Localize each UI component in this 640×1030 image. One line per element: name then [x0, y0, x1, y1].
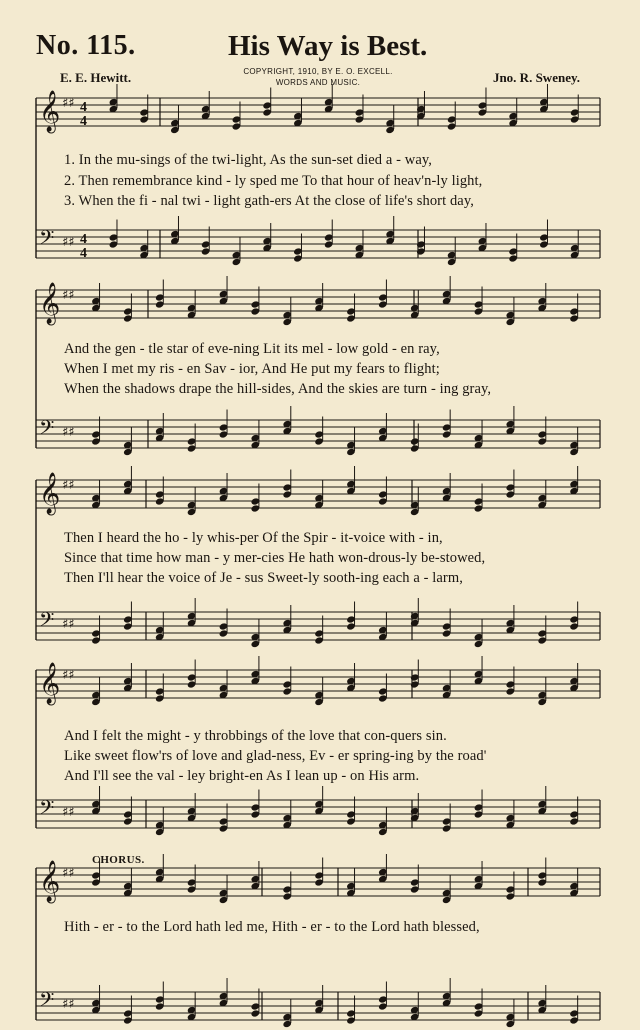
lyric-line: When the shadows drape the hill-sides, And the skies are turn - ing gray,: [64, 381, 492, 397]
lyric-line: Then I heard the ho - ly whis-per Of the Spir - it-voice with - in,: [64, 530, 443, 546]
treble-clef-icon: 𝄞: [39, 91, 61, 132]
lyric-line: 1. In the mu-sings of the twi-light, As the sun-set died a - way,: [64, 152, 433, 168]
key-signature-icon: ♯♯: [62, 96, 75, 111]
lyric-line: And the gen - tle star of eve-ning Lit its mel - low gold - en ray,: [64, 341, 440, 357]
key-signature-icon: ♯♯: [62, 617, 75, 632]
chorus-label: CHORUS.: [92, 854, 145, 866]
copyright-line: COPYRIGHT, 1910, BY E. O. EXCELL.: [243, 67, 393, 76]
hymn-title: His Way is Best.: [228, 30, 428, 62]
time-signature-icon: 4: [80, 246, 87, 261]
lyric-line: 2. Then remembrance kind - ly sped me To that hour of heav'n-ly light,: [64, 173, 483, 189]
key-signature-icon: ♯♯: [62, 997, 75, 1012]
composer-credit: Jno. R. Sweney.: [492, 70, 580, 85]
hymn-number: No. 115.: [36, 30, 136, 61]
bass-clef-icon: 𝄢: [39, 988, 55, 1016]
lyric-line: 3. When the fi - nal twi - light gath-ers At the close of life's short day,: [64, 193, 474, 209]
time-signature-icon: 4: [80, 100, 87, 115]
bass-clef-icon: 𝄢: [39, 416, 55, 444]
key-signature-icon: ♯♯: [62, 668, 75, 683]
bass-clef-icon: 𝄢: [39, 226, 55, 254]
lyric-line: Hith - er - to the Lord hath led me, Hith - er - to the Lord hath blessed,: [64, 919, 480, 935]
treble-clef-icon: 𝄞: [39, 663, 61, 704]
copyright-subline: WORDS AND MUSIC.: [275, 78, 361, 87]
lyric-line: Then I'll hear the voice of Je - sus Sweet-ly sooth-ing each a - larm,: [64, 570, 463, 586]
time-signature-icon: 4: [80, 232, 87, 247]
treble-clef-icon: 𝄞: [39, 473, 61, 514]
lyric-line: And I'll see the val - ley bright-en As I lean up - on His arm.: [64, 768, 420, 784]
author-credit: E. E. Hewitt.: [60, 70, 132, 85]
key-signature-icon: ♯♯: [62, 805, 75, 820]
treble-clef-icon: 𝄞: [39, 861, 61, 902]
bass-clef-icon: 𝄢: [39, 796, 55, 824]
lyric-line: And I felt the might - y throbbings of the love that con-quers sin.: [64, 728, 447, 744]
lyric-line: When I met my ris - en Sav - ior, And He put my fears to flight;: [64, 361, 440, 377]
lyric-line: Since that time how man - y mer-cies He hath won-drous-ly be-stowed,: [64, 550, 486, 566]
treble-clef-icon: 𝄞: [39, 283, 61, 324]
key-signature-icon: ♯♯: [62, 425, 75, 440]
key-signature-icon: ♯♯: [62, 288, 75, 303]
lyric-line: Like sweet flow'rs of love and glad-ness, Ev - er spring-ing by the road': [64, 748, 487, 764]
key-signature-icon: ♯♯: [62, 235, 75, 250]
time-signature-icon: 4: [80, 114, 87, 129]
key-signature-icon: ♯♯: [62, 866, 75, 881]
key-signature-icon: ♯♯: [62, 478, 75, 493]
bass-clef-icon: 𝄢: [39, 608, 55, 636]
